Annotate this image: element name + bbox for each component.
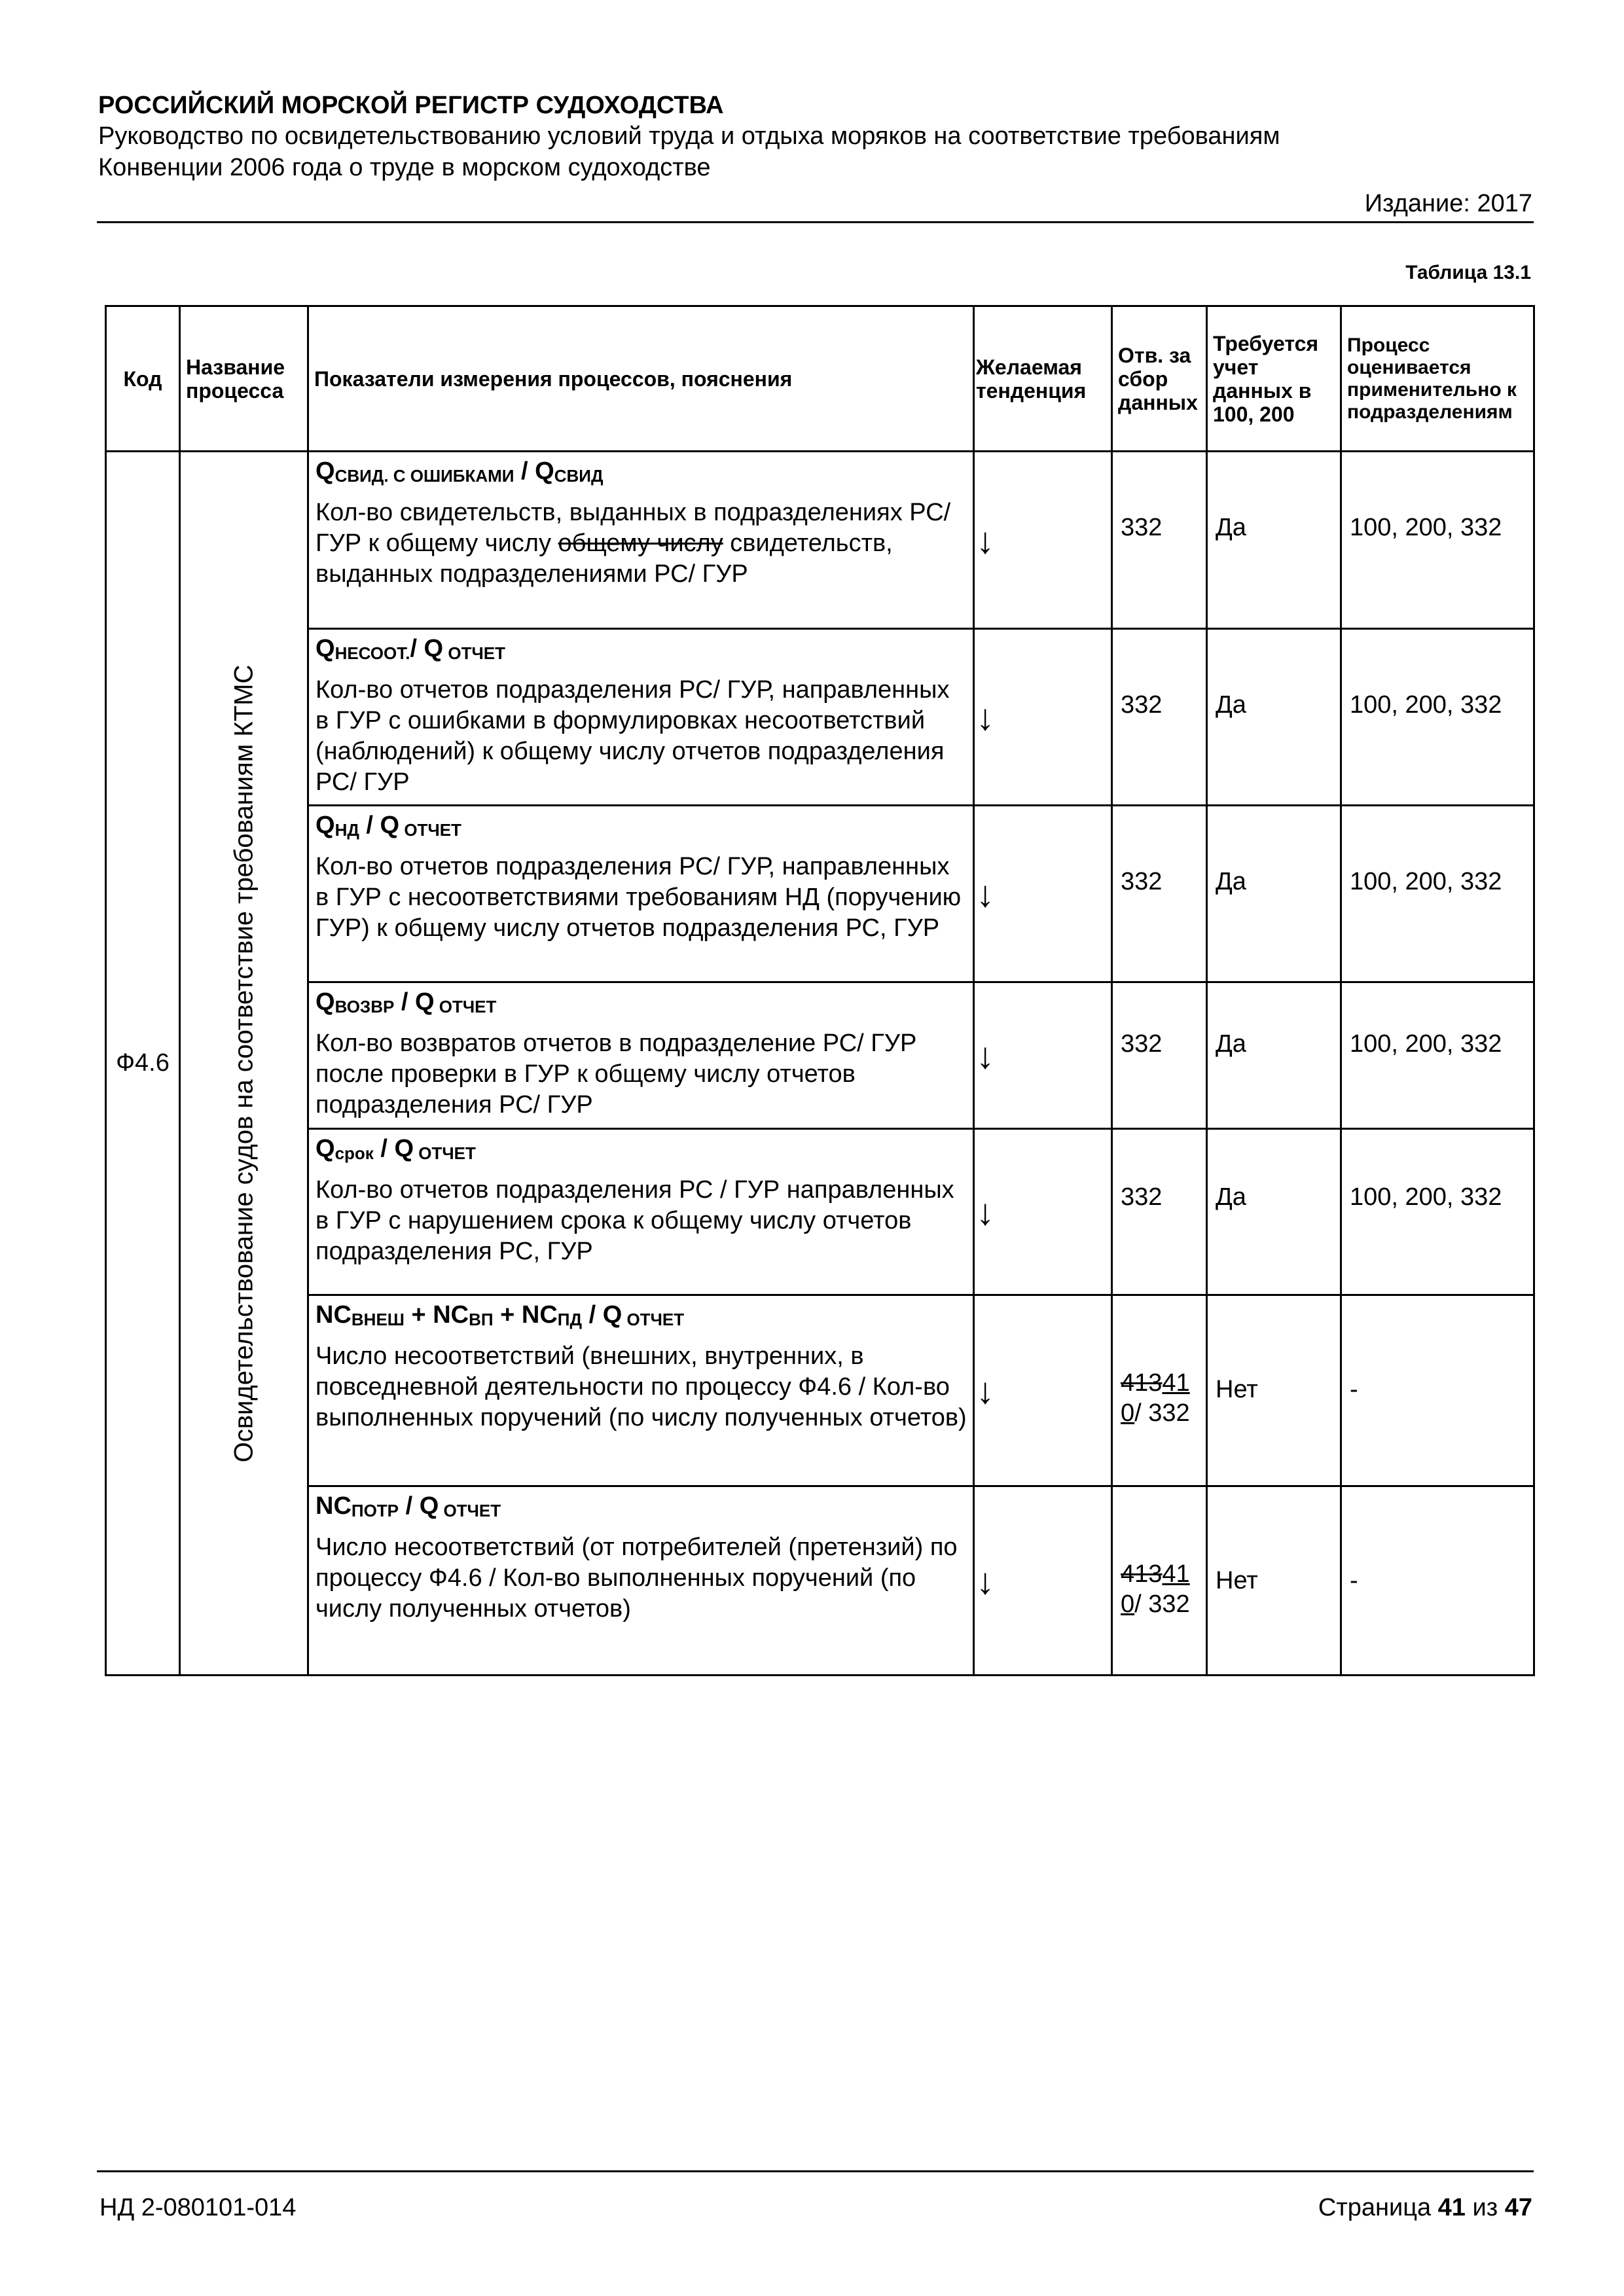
document-header bbox=[98, 90, 1532, 183]
table-row bbox=[106, 806, 1534, 982]
trend-arrow: ↓ bbox=[974, 1295, 1112, 1486]
trend-arrow: ↓ bbox=[974, 452, 1112, 629]
indicator-formula: $Q_{ВОЗВР}$ / Q $_{ОТЧЕТ}$ bbox=[316, 988, 497, 1016]
indicator-formula: $Q_{НЕСООТ.}/$ Q $_{ОТЧЕТ}$ bbox=[316, 635, 505, 663]
required-value: Да bbox=[1207, 982, 1341, 1129]
evaluated-value: 100, 200, 332 bbox=[1341, 806, 1534, 982]
trend-arrow: ↓ bbox=[974, 982, 1112, 1129]
indicator-cell bbox=[308, 982, 974, 1129]
indicator-formula: $NC_{ВНЕШ} + NC_{ВП} + NC_{ПД} / Q$ $_{ОТЧЕТ}$ bbox=[316, 1301, 685, 1329]
evaluated-value: 100, 200, 332 bbox=[1341, 1129, 1534, 1295]
indicator-cell bbox=[308, 452, 974, 629]
process-code: Ф4.6 bbox=[106, 452, 180, 1676]
process-name: Освидетельствование судов на соответствие требованиям КТМС bbox=[229, 664, 258, 1462]
responsible-value: 332 bbox=[1112, 806, 1207, 982]
indicator-cell bbox=[308, 1129, 974, 1295]
indicator-description: Кол-во отчетов подразделения РС/ ГУР, направленных в ГУР с несоответствиями требованиям НД (поручению ГУР) к общему числу отчетов подразделения РС, ГУР bbox=[316, 853, 962, 942]
indicator-formula: $Q_{срок}$ / Q $_{ОТЧЕТ}$ bbox=[316, 1135, 476, 1163]
responsible-value: 41341 0/ 332 bbox=[1112, 1486, 1207, 1676]
header-divider bbox=[97, 221, 1534, 223]
responsible-value: 332 bbox=[1112, 982, 1207, 1129]
table-row bbox=[106, 1295, 1534, 1486]
table-row bbox=[106, 452, 1534, 629]
col-header-responsible: Отв. за сбор данных bbox=[1112, 306, 1207, 452]
evaluated-value: 100, 200, 332 bbox=[1341, 452, 1534, 629]
table-caption: Таблица 13.1 bbox=[1405, 262, 1531, 283]
edition-label: Издание: 2017 bbox=[1364, 190, 1532, 217]
evaluated-value: 100, 200, 332 bbox=[1341, 982, 1534, 1129]
indicator-description: Кол-во свидетельств, выданных в подразделениях РС/ ГУР к общему числу общему числу свидетельств, выданных подразделениями РС/ ГУР bbox=[316, 499, 951, 588]
process-name-cell bbox=[180, 452, 308, 1676]
table-row bbox=[106, 1486, 1534, 1676]
indicator-cell bbox=[308, 629, 974, 806]
table-header-row bbox=[106, 306, 1534, 452]
document-number: НД 2-080101-014 bbox=[99, 2194, 297, 2221]
required-value: Нет bbox=[1207, 1486, 1341, 1676]
indicator-description: Кол-во отчетов подразделения РС / ГУР направленных в ГУР с нарушением срока к общему числу отчетов подразделения РС, ГУР bbox=[316, 1176, 954, 1265]
document-title-line-2: Конвенции 2006 года о труде в морском судоходстве bbox=[98, 154, 711, 181]
indicators-table bbox=[105, 305, 1535, 1676]
required-value: Да bbox=[1207, 806, 1341, 982]
indicator-description: Число несоответствий (от потребителей (претензий) по процессу Ф4.6 / Кол-во выполненных поручений (по числу полученных отчетов) bbox=[316, 1534, 958, 1623]
indicator-cell bbox=[308, 1295, 974, 1486]
responsible-value: 332 bbox=[1112, 1129, 1207, 1295]
col-header-required: Требуется учет данных в 100, 200 bbox=[1207, 306, 1341, 452]
trend-arrow: ↓ bbox=[974, 629, 1112, 806]
indicator-description: Кол-во возвратов отчетов в подразделение РС/ ГУР после проверки в ГУР к общему числу отчетов подразделения РС/ ГУР bbox=[316, 1030, 917, 1119]
evaluated-value: - bbox=[1341, 1486, 1534, 1676]
indicator-cell bbox=[308, 1486, 974, 1676]
indicator-cell bbox=[308, 806, 974, 982]
indicator-description: Кол-во отчетов подразделения РС/ ГУР, направленных в ГУР с ошибками в формулировках несоответствий (наблюдений) к общему числу отчетов подразделения РС/ ГУР bbox=[316, 676, 950, 796]
required-value: Да bbox=[1207, 1129, 1341, 1295]
responsible-value: 332 bbox=[1112, 452, 1207, 629]
required-value: Да bbox=[1207, 629, 1341, 806]
trend-arrow: ↓ bbox=[974, 1129, 1112, 1295]
footer-divider bbox=[97, 2170, 1534, 2172]
col-header-process-name: Название процесса bbox=[180, 306, 308, 452]
responsible-value: 41341 0/ 332 bbox=[1112, 1295, 1207, 1486]
indicator-formula: $Q_{СВИД. С ОШИБКАМИ} / Q_{СВИД}$ bbox=[316, 457, 604, 486]
required-value: Нет bbox=[1207, 1295, 1341, 1486]
indicator-formula: $Q_{НД}$ / Q $_{ОТЧЕТ}$ bbox=[316, 812, 461, 840]
col-header-code: Код bbox=[106, 306, 180, 452]
indicator-formula: $NC_{ПОТР}$ / Q $_{ОТЧЕТ}$ bbox=[316, 1492, 501, 1520]
evaluated-value: - bbox=[1341, 1295, 1534, 1486]
indicator-description: Число несоответствий (внешних, внутренних, в повседневной деятельности по процессу Ф4.6 / Кол-во выполненных поручений (по числу полученных отчетов) bbox=[316, 1342, 967, 1431]
evaluated-value: 100, 200, 332 bbox=[1341, 629, 1534, 806]
required-value: Да bbox=[1207, 452, 1341, 629]
organization-name: РОССИЙСКИЙ МОРСКОЙ РЕГИСТР СУДОХОДСТВА bbox=[98, 92, 724, 119]
table-row bbox=[106, 982, 1534, 1129]
table-row bbox=[106, 629, 1534, 806]
trend-arrow: ↓ bbox=[974, 806, 1112, 982]
col-header-evaluated: Процесс оценивается применительно к подразделениям bbox=[1341, 306, 1534, 452]
col-header-trend: Желаемая тенденция bbox=[974, 306, 1112, 452]
table-row bbox=[106, 1129, 1534, 1295]
responsible-value: 332 bbox=[1112, 629, 1207, 806]
document-title-line-1: Руководство по освидетельствованию условий труда и отдыха моряков на соответствие требованиям bbox=[98, 122, 1280, 150]
col-header-indicators: Показатели измерения процессов, пояснения bbox=[308, 306, 974, 452]
trend-arrow: ↓ bbox=[974, 1486, 1112, 1676]
page-number: Страница 41 из 47 bbox=[1318, 2194, 1532, 2221]
